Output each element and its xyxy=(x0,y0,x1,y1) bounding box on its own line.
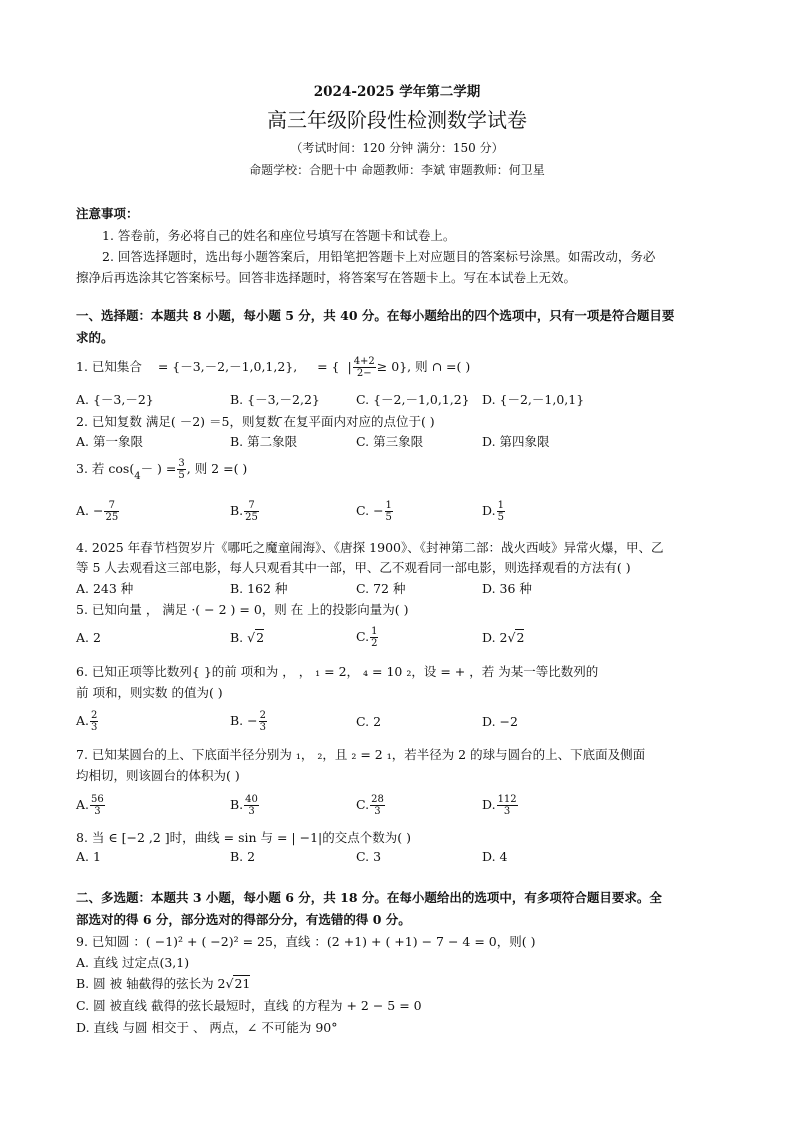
q1-stem-c: = { xyxy=(317,359,340,374)
q5-option-b-label: B. xyxy=(230,630,248,645)
section1-heading-b: 求的。 xyxy=(76,330,114,345)
q6-option-c xyxy=(356,714,381,729)
q3-rhs-den: 5 xyxy=(178,470,185,481)
section2-heading-b: 部选对的得 6 分，部分选对的得部分分，有选错的得 0 分。 xyxy=(76,912,411,927)
q7-option-b-label: B. xyxy=(230,797,244,812)
q7-option-d-num: 112 xyxy=(497,794,517,805)
q1-frac-num: 4+2 xyxy=(353,356,375,367)
q3-option-d-fraction xyxy=(497,500,505,523)
q7-stem-a: 7. 已知某圆台的上、下底面半径分别为 ₁， ₂，且 ₂ = 2 ₁，若半径为 2 的球与圆台的上、下底面及侧面 xyxy=(76,747,646,762)
q2-option-d: D. 第四象限 xyxy=(482,434,550,449)
q7-option-c-fraction xyxy=(370,794,385,817)
section1-heading-a: 一、选择题：本题共 8 小题，每小题 5 分，共 40 分。在每小题给出的四个选项中，只有一项是符合题目要 xyxy=(76,308,675,323)
q3-option-c-den: 5 xyxy=(385,512,392,523)
authors-line: 命题学校：合肥十中 命题教师：李斌 审题教师：何卫星 xyxy=(249,163,545,177)
q5-option-c-num: 1 xyxy=(371,626,378,637)
q7-option-a xyxy=(76,794,106,817)
q3-option-b-num: 7 xyxy=(244,500,259,512)
q7-option-a-den: 3 xyxy=(94,806,101,817)
q1-option-a: A. {－3,－2} xyxy=(76,392,154,407)
q5-option-a xyxy=(76,630,101,645)
q9-stem: 9. 已知圆 ：( −1)² + ( −2)² = 25，直线 ：(2 +1) + ( +1) − 7 − 4 = 0，则( ) xyxy=(76,934,536,949)
q9-option-b-radicand: 21 xyxy=(234,976,251,991)
q7-option-a-num: 56 xyxy=(91,794,104,805)
q5-option-c xyxy=(356,626,379,649)
q3-angle-den: 4 xyxy=(134,471,141,482)
q6-option-a-fraction xyxy=(90,710,98,733)
q1-stem-d: ≥ 0}, 则 ∩ =( ) xyxy=(376,359,471,374)
exam-info: （考试时间：120 分钟 满分：150 分） xyxy=(290,141,504,155)
q6-stem-b: 前 项和，则实数 的值为( ) xyxy=(76,685,223,700)
q3-option-c xyxy=(356,500,394,523)
q3-option-d-den: 5 xyxy=(497,512,504,523)
q2-option-a: A. 第一象限 xyxy=(76,434,143,449)
q7-option-c xyxy=(356,794,386,817)
page-title: 高三年级阶段性检测数学试卷 xyxy=(267,108,527,132)
q3-option-c-label: C. − xyxy=(356,503,384,518)
q3-option-b xyxy=(230,500,260,523)
q7-option-a-fraction xyxy=(90,794,105,817)
q6-option-a xyxy=(76,710,99,733)
section2-heading-a: 二、多选题：本题共 3 小题，每小题 6 分，共 18 分。在每小题给出的选项中，有多项符合题目要求。全 xyxy=(76,890,662,905)
q7-option-c-den: 3 xyxy=(374,806,381,817)
q4-stem-b: 等 5 人去观看这三部电影，每人只观看其中一部，甲、乙不观看同一部电影，则选择观看的方法有( ) xyxy=(76,560,631,575)
notice-item-1: 1. 答卷前，务必将自己的姓名和座位号填写在答题卡和试卷上。 xyxy=(102,228,456,243)
q3-option-a-label: A. − xyxy=(76,503,104,518)
q9-option-b-text: B. 圆 被 轴截得的弦长为 2 xyxy=(76,976,226,991)
q2-stem: 2. 已知复数 满足( －2) ＝5，则复数 ̄在复平面内对应的点位于( ) xyxy=(76,414,435,429)
q7-option-b-num: 40 xyxy=(245,794,258,805)
q5-option-d-radicand: 2 xyxy=(516,630,525,645)
q8-option-b: B. 2 xyxy=(230,849,256,864)
q3-option-a xyxy=(76,500,120,523)
q7-option-b-fraction xyxy=(244,794,259,817)
q3-option-c-fraction xyxy=(385,500,393,523)
q3-option-b-label: B. xyxy=(230,503,244,518)
q7-option-d-fraction xyxy=(497,794,518,817)
q3-stem xyxy=(76,458,247,481)
q9-option-a: A. 直线 过定点(3,1) xyxy=(76,955,190,970)
q3-option-d xyxy=(482,500,506,523)
q7-option-d xyxy=(482,794,519,817)
q5-option-d-label: D. 2 xyxy=(482,630,508,645)
q5-stem: 5. 已知向量 ， 满足 ·( − 2 ) = 0，则 在 上的投影向量为( ) xyxy=(76,602,409,617)
q8-option-d: D. 4 xyxy=(482,849,508,864)
q6-option-d xyxy=(482,714,518,729)
q7-option-b xyxy=(230,794,260,817)
q4-option-c: C. 72 种 xyxy=(356,581,406,596)
q1-frac-den: 2− xyxy=(356,368,372,379)
q6-option-c-label: C. 2 xyxy=(356,714,382,729)
q8-option-c: C. 3 xyxy=(356,849,382,864)
q3-option-b-fraction xyxy=(244,500,259,523)
q3-option-b-den: 25 xyxy=(245,512,258,523)
q2-option-c: C. 第三象限 xyxy=(356,434,424,449)
q1-option-c: C. {－2,－1,0,1,2} xyxy=(356,392,470,407)
q8-option-a: A. 1 xyxy=(76,849,101,864)
q9-option-c: C. 圆 被直线 截得的弦长最短时，直线 的方程为 + 2 − 5 = 0 xyxy=(76,998,422,1013)
q1-option-d: D. {－2,－1,0,1} xyxy=(482,392,585,407)
q1-fraction xyxy=(353,356,376,379)
q5-option-c-label: C. xyxy=(356,629,370,644)
q7-option-d-den: 3 xyxy=(503,806,511,817)
q6-option-b xyxy=(230,710,268,733)
q3-option-d-num: 1 xyxy=(497,500,504,511)
q7-option-b-den: 3 xyxy=(248,806,255,817)
q3-stem-a: 3. 若 cos( xyxy=(76,461,135,476)
q1-stem-a: 1. 已知集合 xyxy=(76,359,142,374)
q5-option-b: B. √2 xyxy=(230,630,265,645)
notice-heading: 注意事项： xyxy=(76,206,139,221)
q3-stem-c: , 则 2 =( ) xyxy=(186,461,248,476)
q3-rhs-num: 3 xyxy=(178,458,185,469)
q1-stem-b: = {－3,－2,－1,0,1,2}, xyxy=(157,359,298,374)
q6-option-a-label: A. xyxy=(76,713,90,728)
q9-option-b: B. 圆 被 轴截得的弦长为 2√21 xyxy=(76,976,251,991)
q6-stem-a: 6. 已知正项等比数列{ }的前 项和为 ， ， ₁ = 2， ₄ = 10 ₂，设 = + ，若 为某一等比数列的 xyxy=(76,664,599,679)
q6-option-b-num: 2 xyxy=(259,710,266,721)
q3-option-d-label: D. xyxy=(482,503,496,518)
q3-rhs-fraction xyxy=(177,458,185,481)
q7-stem-b: 均相切，则该圆台的体积为( ) xyxy=(76,768,240,783)
term-heading: 2024-2025 学年第二学期 xyxy=(313,84,481,100)
q4-option-b: B. 162 种 xyxy=(230,581,288,596)
q6-option-b-fraction xyxy=(259,710,267,733)
q5-option-c-den: 2 xyxy=(371,638,378,649)
q8-stem: 8. 当 ∈ [−2 ,2 ]时，曲线 = sin 与 = | −1|的交点个数为( ) xyxy=(76,830,411,845)
q5-option-a-label: A. 2 xyxy=(76,630,101,645)
notice-item-2b: 擦净后再选涂其它答案标号。回答非选择题时，将答案写在答题卡上。写在本试卷上无效。 xyxy=(76,270,577,285)
q4-option-d: D. 36 种 xyxy=(482,581,532,596)
q1-stem: 1. 已知集合 = {－3,－2,－1,0,1,2}, = { | $\frac{4+2}{2-}$ ≥ 0}, 则 ∩ =( ) xyxy=(76,356,471,379)
q2-option-b: B. 第二象限 xyxy=(230,434,298,449)
q6-option-d-label: D. −2 xyxy=(482,714,518,729)
q5-option-d: D. 2√2 xyxy=(482,630,525,645)
q7-option-a-label: A. xyxy=(76,797,90,812)
q6-option-b-den: 3 xyxy=(259,722,266,733)
q6-option-a-num: 2 xyxy=(91,710,98,721)
q9-option-d: D. 直线 与圆 相交于 、 两点，∠ 不可能为 90° xyxy=(76,1020,338,1035)
q3-option-a-den: 25 xyxy=(105,512,119,523)
q4-stem-a: 4. 2025 年春节档贺岁片《哪吒之魔童闹海》、《唐探 1900》、《封神第二部：战火西岐》异常火爆，甲、乙 xyxy=(76,540,664,555)
q3-stem-b: － ) = xyxy=(140,461,177,476)
q1-option-b: B. {－3,－2,2} xyxy=(230,392,320,407)
q6-option-b-label: B. − xyxy=(230,713,258,728)
q7-option-c-num: 28 xyxy=(371,794,384,805)
q5-option-b-radicand: 2 xyxy=(256,630,265,645)
notice-item-2a: 2. 回答选择题时，选出每小题答案后，用铅笔把答题卡上对应题目的答案标号涂黑。如需改动，务必 xyxy=(102,249,656,264)
q3-option-a-fraction xyxy=(104,500,119,523)
q3-option-c-num: 1 xyxy=(385,500,392,511)
q7-option-d-label: D. xyxy=(482,797,496,812)
q3-option-a-num: 7 xyxy=(104,500,119,512)
q4-option-a: A. 243 种 xyxy=(76,581,134,596)
q5-option-c-fraction xyxy=(370,626,378,649)
q7-option-c-label: C. xyxy=(356,797,370,812)
q6-option-a-den: 3 xyxy=(91,722,98,733)
